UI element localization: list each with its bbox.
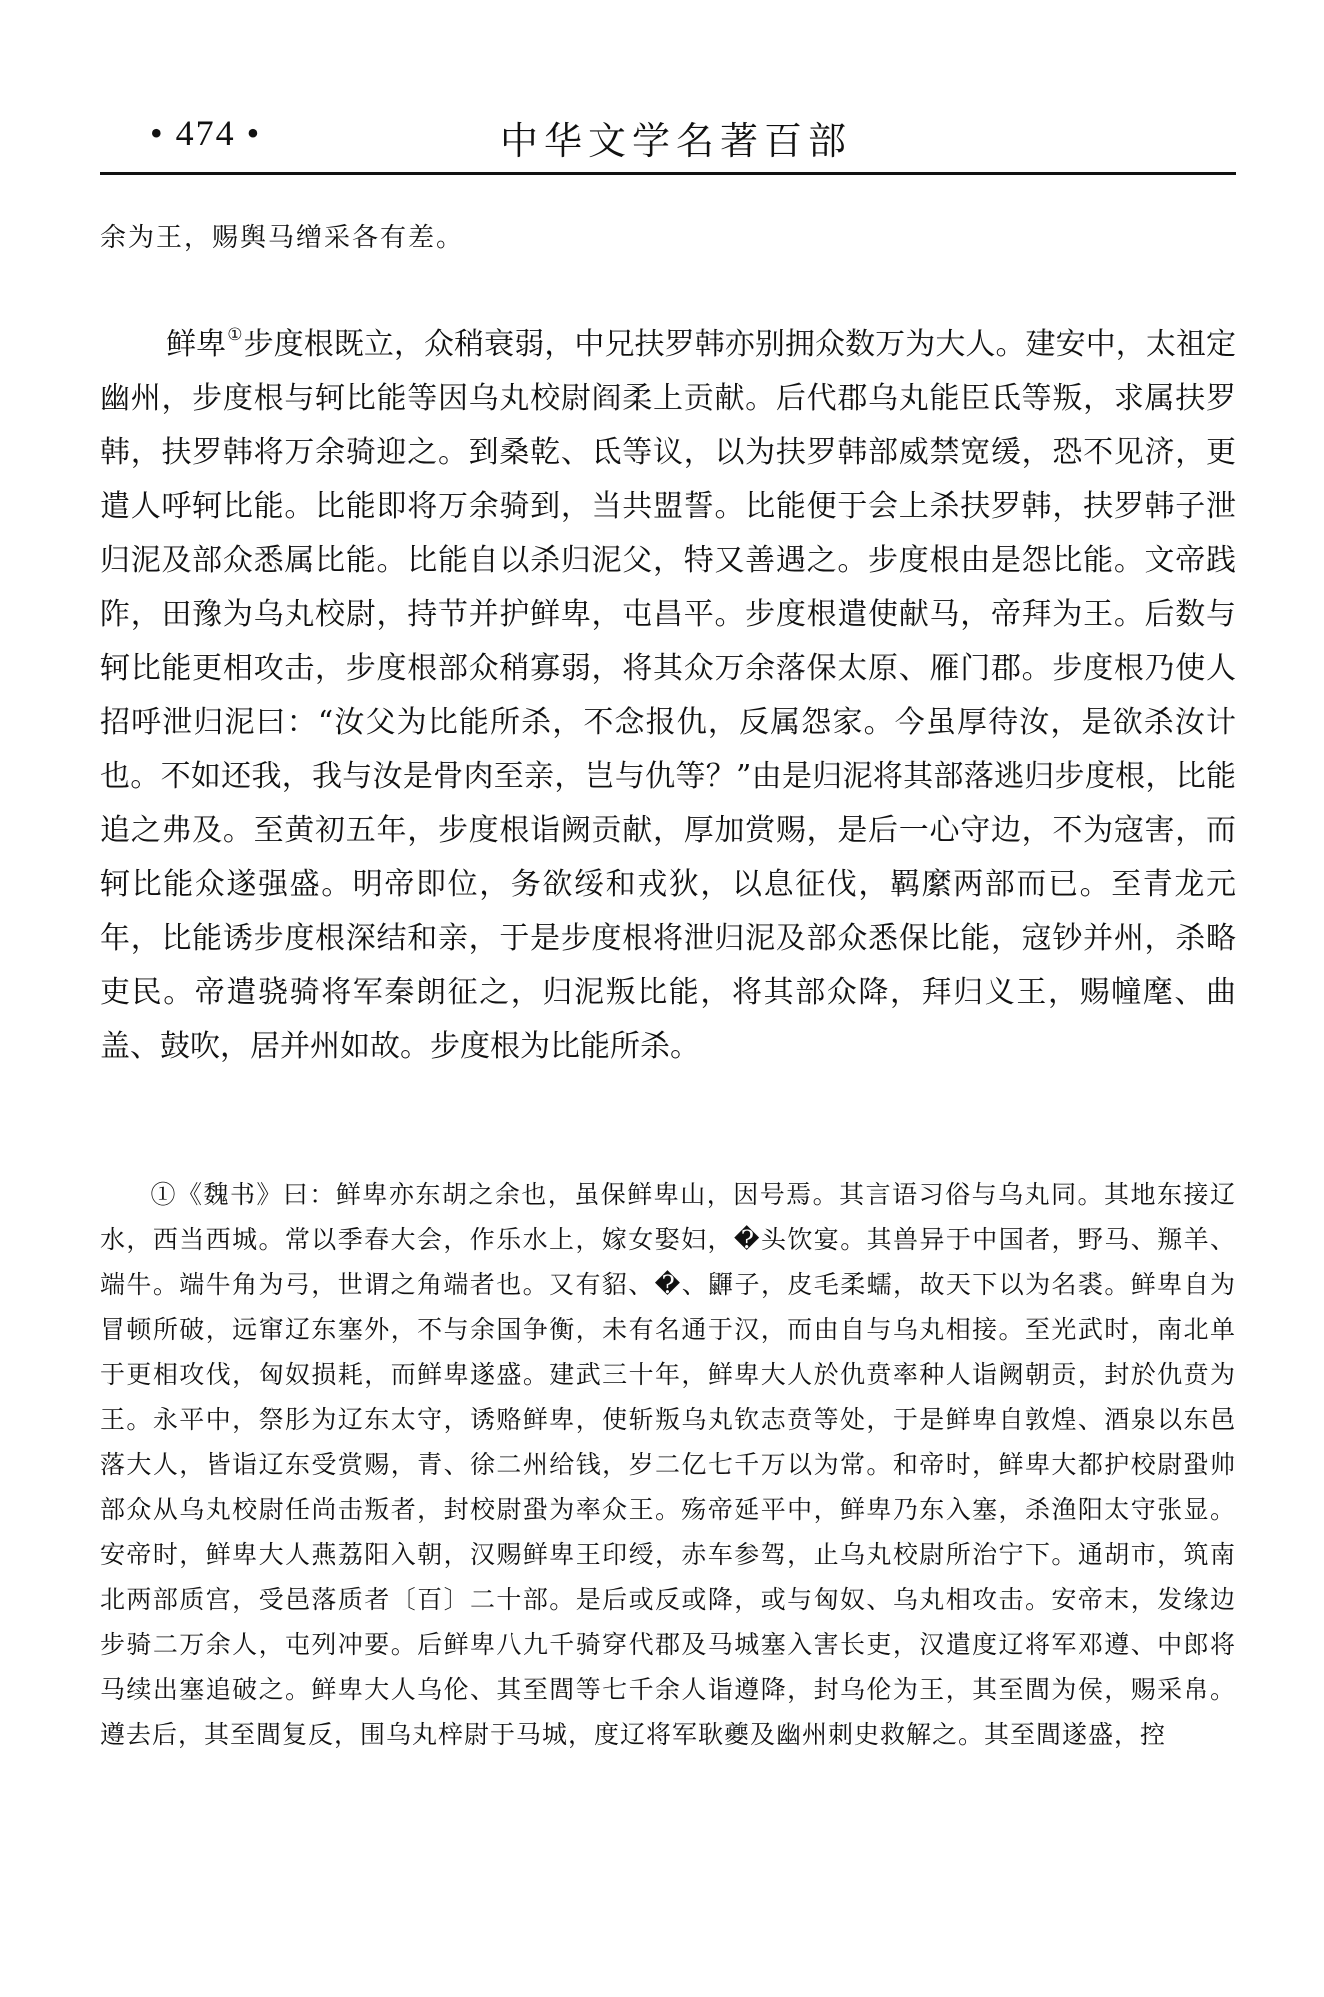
paragraph-body: 步度根既立，众稍衰弱，中兄扶罗韩亦别拥众数万为大人。建安中，太祖定幽州，步度根与轲比能等因乌丸校尉阎柔上贡献。后代郡乌丸能臣氐等叛，求属扶罗韩，扶罗韩将万余骑迎之。到桑乾、氐等议，以为扶罗韩部威禁宽缓，恐不见济，更遣人呼轲比能。比能即将万余骑到，当共盟誓。比能便于会上杀扶罗韩，扶罗韩子泄归泥及部众悉属比能。比能自以杀归泥父，特又善遇之。步度根由是怨比能。文帝践阼，田豫为乌丸校尉，持节并护鲜卑，屯昌平。步度根遣使献马，帝拜为王。后数与轲比能更相攻击，步度根部众稍寡弱，将其众万余落保太原、雁门郡。步度根乃使人招呼泄归泥曰：“汝父为比能所杀，不念报仇，反属怨家。今虽厚待汝，是欲杀汝计也。不如还我，我与汝是骨肉至亲，岂与仇等？”由是归泥将其部落逃归步度根，比能追之弗及。至黄初五年，步度根诣阙贡献，厚加赏赐，是后一心守边，不为寇害，而轲比能众遂强盛。明帝即位，务欲绥和戎狄，以息征伐，羁縻两部而已。至青龙元年，比能诱步度根深结和亲，于是步度根将泄归泥及部众悉保比能，寇钞并州，杀略吏民。帝遣骁骑将军秦朗征之，归泥叛比能，将其部众降，拜归义王，赐幢麾、曲盖、鼓吹，居并州如故。步度根为比能所杀。 bbox=[100, 327, 1237, 1064]
main-paragraph bbox=[100, 318, 1236, 1074]
footnote-text: ①《魏书》曰：鲜卑亦东胡之余也，虽保鲜卑山，因号焉。其言语习俗与乌丸同。其地东接辽水，西当西城。常以季春大会，作乐水上，嫁女娶妇，�头饮宴。其兽异于中国者，野马、羱羊、端牛。端牛角为弓，世谓之角端者也。又有貂、�、鼲子，皮毛柔蠕，故天下以为名裘。鲜卑自为冒顿所破，远窜辽东塞外，不与余国争衡，未有名通于汉，而由自与乌丸相接。至光武时，南北单于更相攻伐，匈奴损耗，而鲜卑遂盛。建武三十年，鲜卑大人於仇贲率种人诣阙朝贡，封於仇贲为王。永平中，祭肜为辽东太守，诱赂鲜卑，使斩叛乌丸钦志贲等处，于是鲜卑自敦煌、酒泉以东邑落大人，皆诣辽东受赏赐，青、徐二州给钱，岁二亿七千万以为常。和帝时，鲜卑大都护校尉蛩帅部众从乌丸校尉任尚击叛者，封校尉蛩为率众王。殇帝延平中，鲜卑乃东入塞，杀渔阳太守张显。安帝时，鲜卑大人燕荔阳入朝，汉赐鲜卑王印绶，赤车参驾，止乌丸校尉所治宁下。通胡市，筑南北两部质宫，受邑落质者〔百〕二十部。是后或反或降，或与匈奴、乌丸相攻击。安帝末，发缘边步骑二万余人，屯列冲要。后鲜卑八九千骑穿代郡及马城塞入害长吏，汉遣度辽将军邓遵、中郎将马续出塞追破之。鲜卑大人乌伦、其至閭等七千余人诣遵降，封乌伦为王，其至閭为侯，赐采帛。遵去后，其至閭复反，围乌丸梓尉于马城，度辽将军耿夔及幽州刺史救解之。其至閭遂盛，控 bbox=[100, 1180, 1236, 1749]
book-title: 中华文学名著百部 bbox=[500, 119, 853, 163]
page-header bbox=[100, 100, 1236, 175]
paragraph-head: 鲜卑 bbox=[166, 327, 227, 362]
continuation-line: 余为王，赐舆马缯采各有差。 bbox=[100, 223, 465, 253]
footnote-block bbox=[100, 1172, 1236, 1757]
page-number: • 474 • bbox=[150, 113, 262, 153]
footnote-marker: ① bbox=[227, 325, 243, 345]
